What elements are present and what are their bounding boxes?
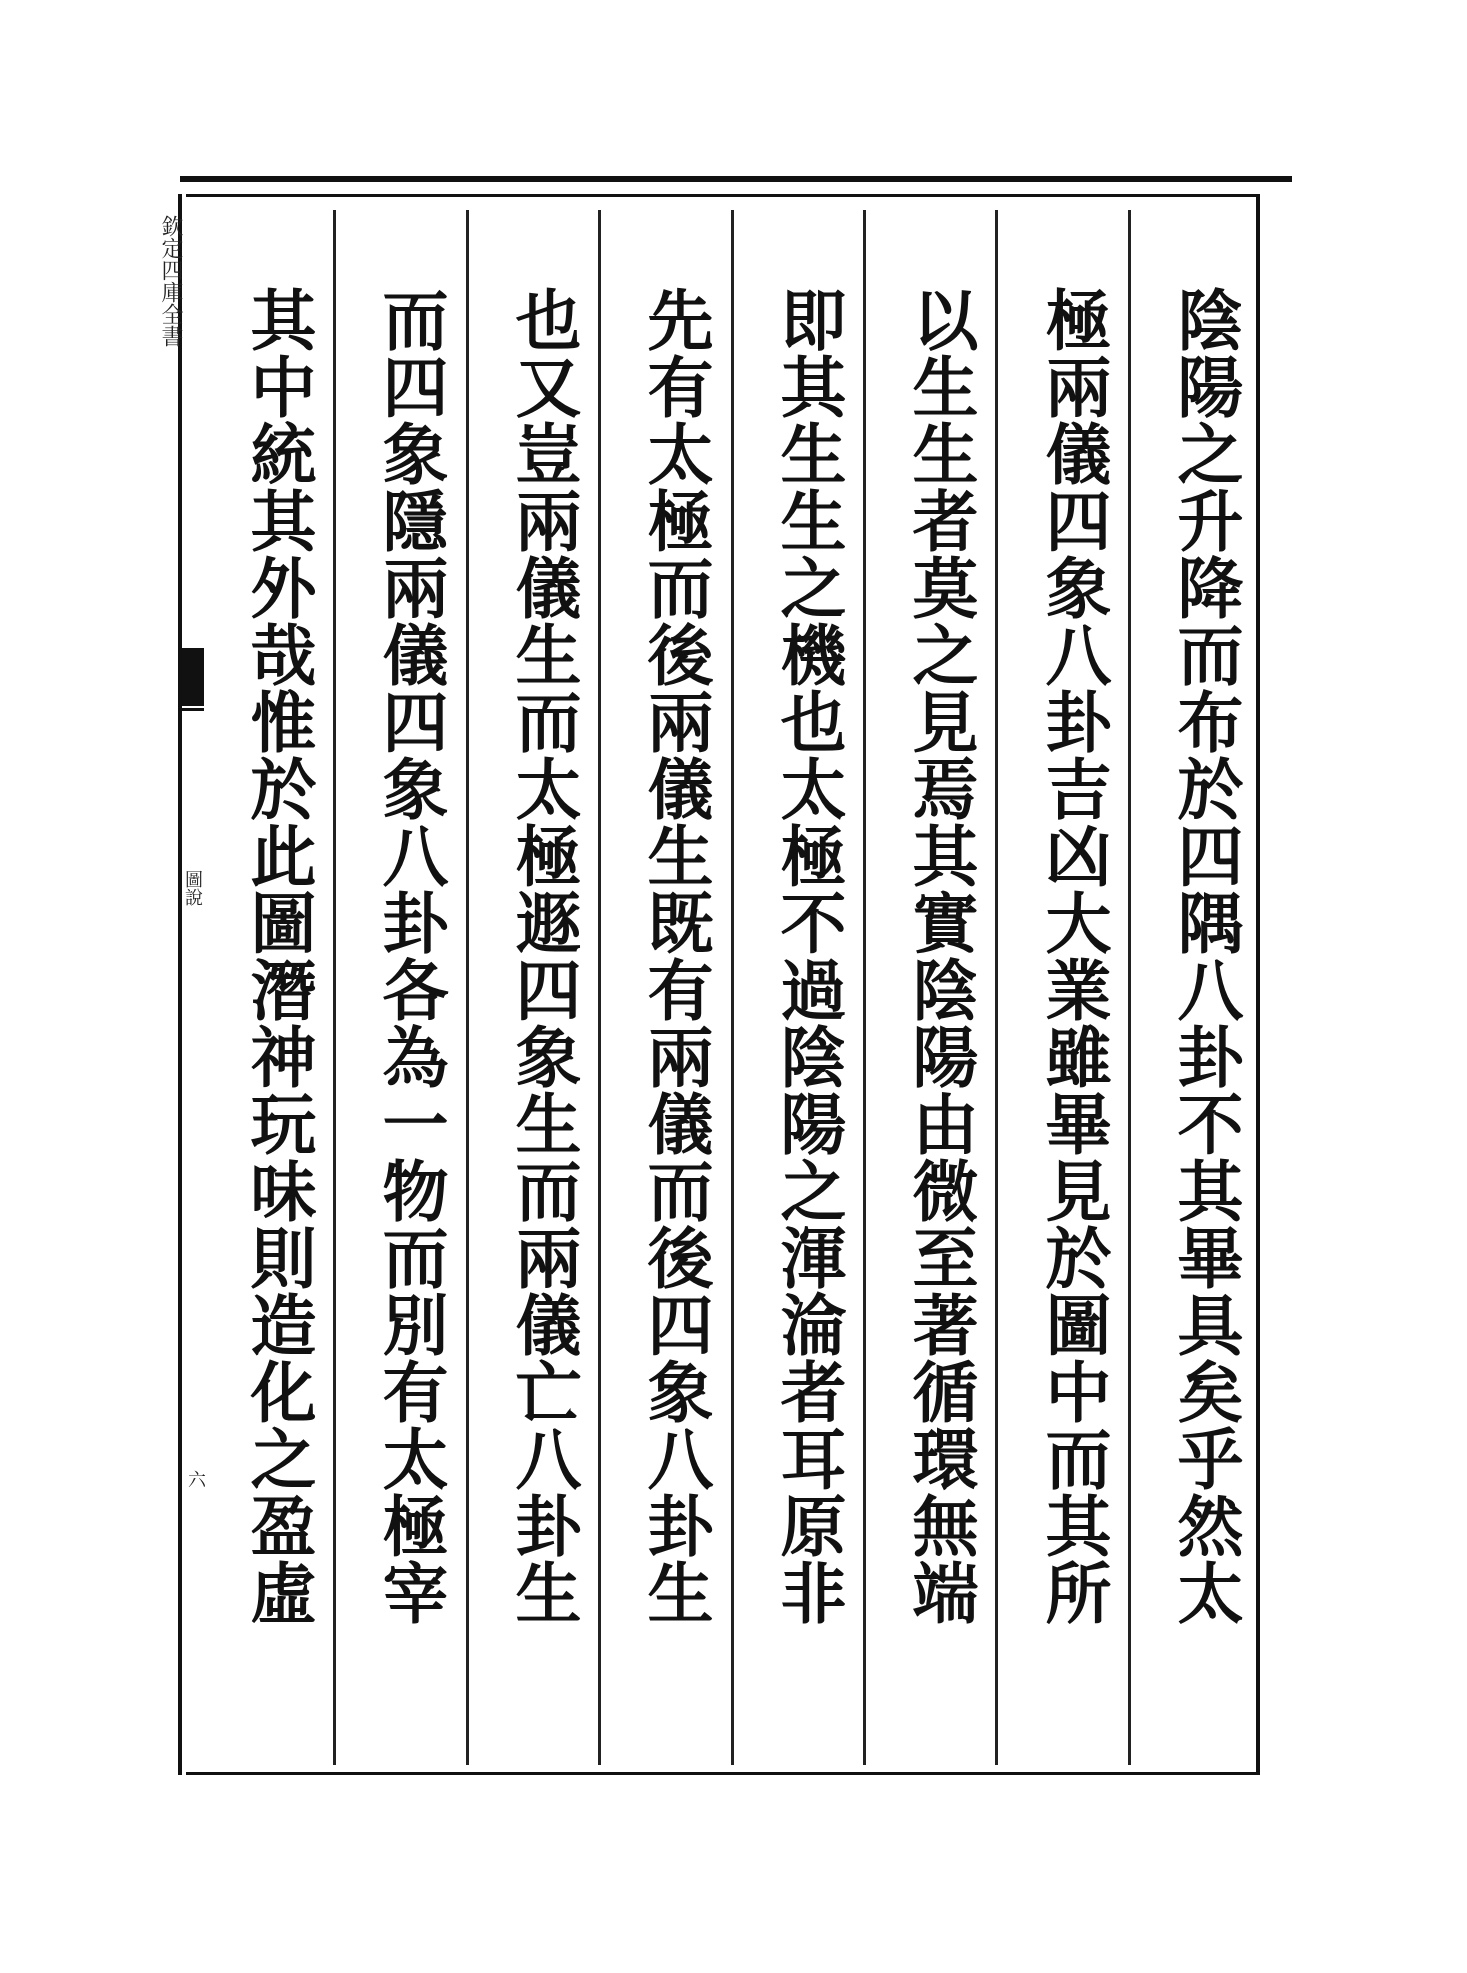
column-divider [466,210,469,1765]
column-divider [995,210,998,1765]
text-column-4: 即其生生之機也太極不過陰陽之渾淪者耳原非 [769,286,847,1626]
text-column-1: 陰陽之升降而布於四隅八卦不其畢具矣乎然太 [1166,286,1244,1626]
column-divider [333,210,336,1765]
margin-book-title: 欽定四庫全書 [158,215,183,347]
margin-page-number: 六 [185,1470,206,1488]
column-divider [863,210,866,1765]
margin-section-title: 圖說 [182,870,203,906]
column-divider [1128,210,1131,1765]
text-column-6: 也又豈兩儀生而太極遯四象生而兩儀亡八卦生 [504,286,582,1626]
fish-tail-mark [182,648,204,706]
column-divider [598,210,601,1765]
fish-tail-rule [182,708,204,711]
top-border-rule [180,176,1292,182]
bottom-border-rule [186,1772,1256,1775]
text-column-3: 以生生者莫之見焉其實陰陽由微至著循環無端 [901,286,979,1626]
top-inner-rule [186,194,1256,197]
text-column-2: 極兩儀四象八卦吉凶大業雖畢見於圖中而其所 [1034,286,1112,1626]
text-column-5: 先有太極而後兩儀生既有兩儀而後四象八卦生 [636,286,714,1626]
text-column-8: 其中統其外哉惟於此圖潛神玩味則造化之盈虛 [239,286,317,1626]
text-column-7: 而四象隱兩儀四象八卦各為一物而別有太極宰 [371,286,449,1626]
column-divider [731,210,734,1765]
